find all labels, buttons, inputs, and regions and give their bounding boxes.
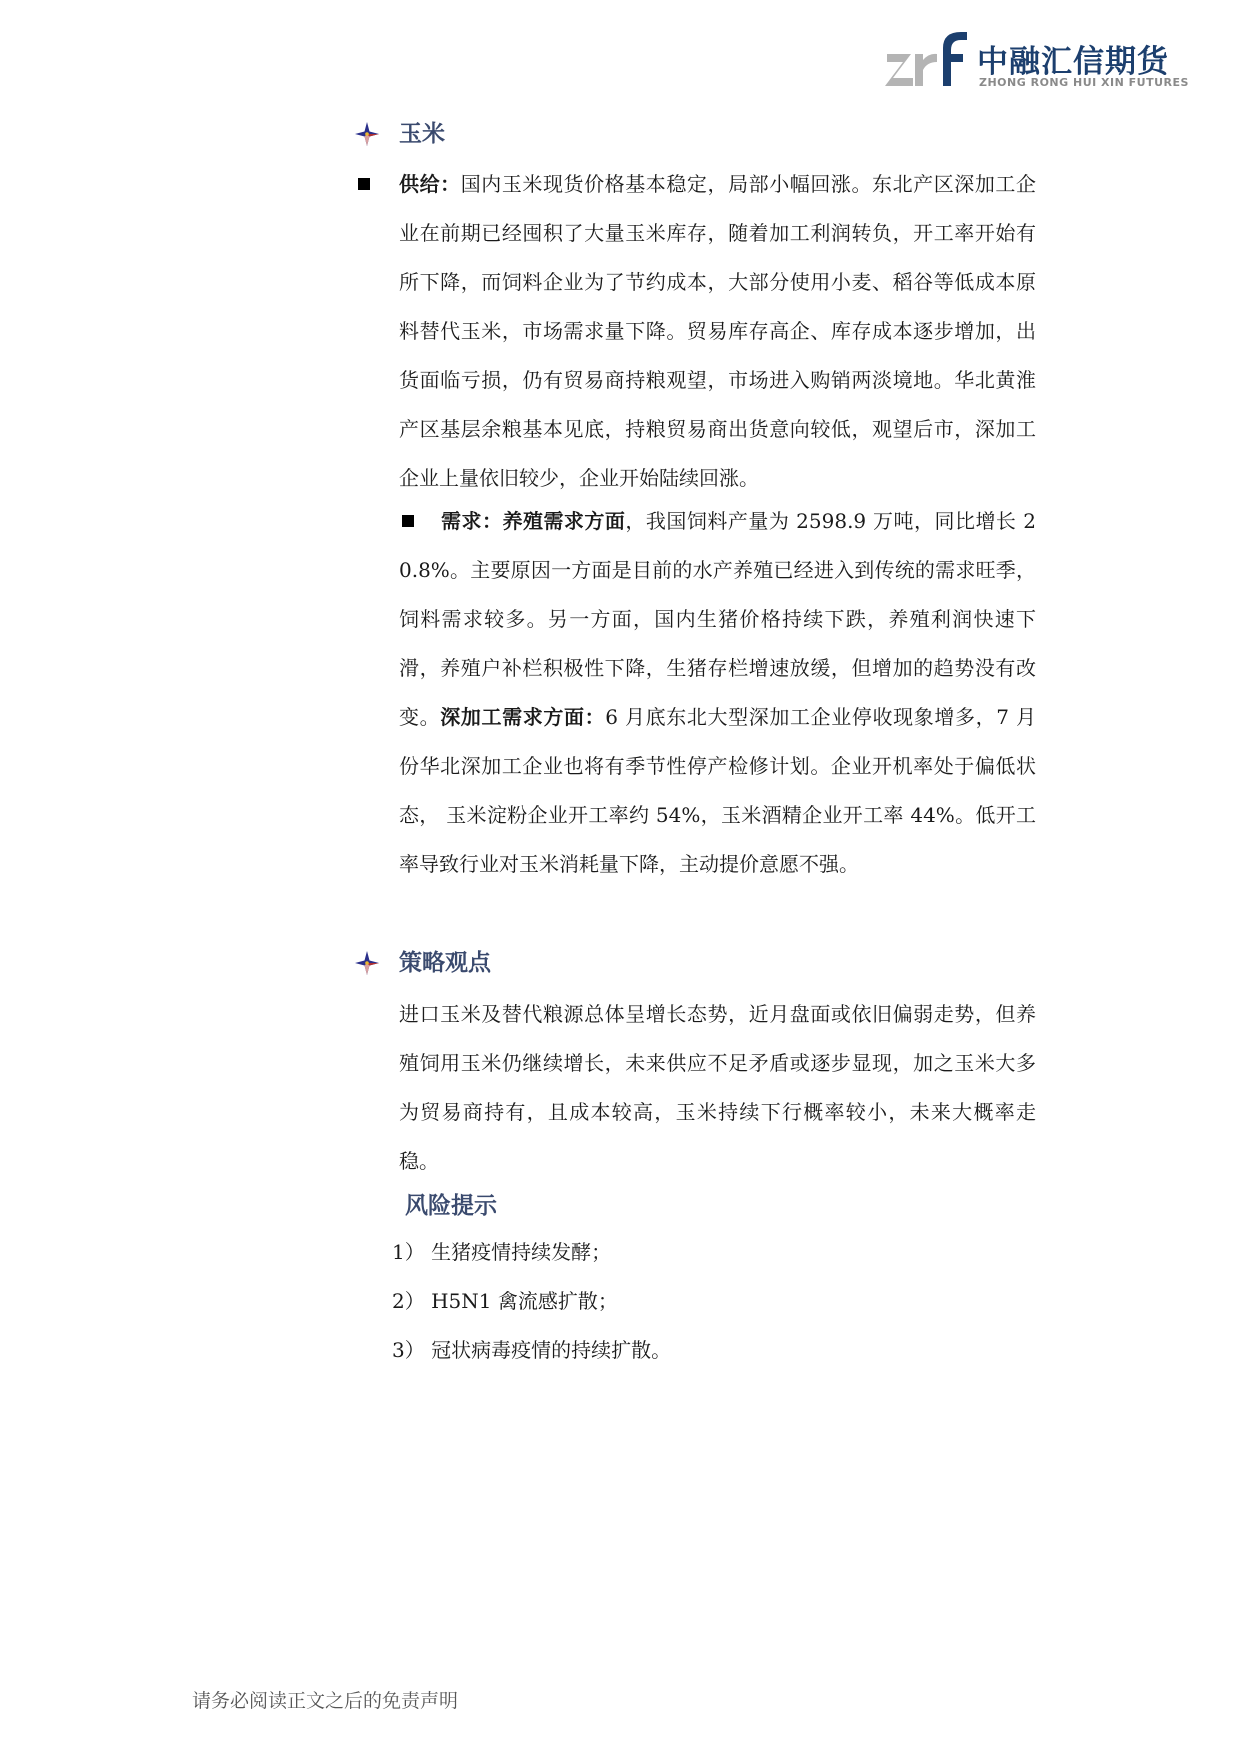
section-title-corn: 玉米 (399, 121, 445, 147)
label-deep-processing: 深加工需求方面： (440, 705, 606, 729)
zrf-logo-mark-icon (885, 28, 969, 92)
section-title-strategy: 策略观点 (399, 950, 491, 976)
paragraph-supply (399, 160, 1036, 503)
logo-english-name: ZHONG RONG HUI XIN FUTURES (979, 76, 1189, 89)
paragraph-demand (399, 497, 1036, 889)
risk-item: 3） 冠状病毒疫情的持续扩散。 (392, 1338, 672, 1362)
label-demand: 需求：养殖需求方面 (441, 509, 626, 533)
label-supply: 供给： (399, 172, 461, 196)
paragraph-strategy: 进口玉米及替代粮源总体呈增长态势，近月盘面或依旧偏弱走势，但养殖饲用玉米仍继续增长，未来供应不足矛盾或逐步显现，加之玉米大多为贸易商持有，且成本较高，玉米持续下行概率较小，未来大概率走稳。 (399, 1002, 1036, 1173)
logo-chinese-name: 中融汇信期货 (977, 44, 1169, 80)
compass-star-bullet-icon (354, 950, 380, 976)
risk-item: 2） H5N1 禽流感扩散； (392, 1289, 618, 1313)
risk-item: 1） 生猪疫情持续发酵； (392, 1240, 612, 1264)
footer-disclaimer: 请务必阅读正文之后的免责声明 (192, 1690, 459, 1712)
text-demand-2: 6 月底东北大型深加工企业停收现象增多，7 月份华北深加工企业也将有季节性停产检修计划。企业开机率处于偏低状态， 玉米淀粉企业开工率约 54%，玉米酒精企业开工率 44%。低开工率导致行业对玉米消耗量下降，主动提价意愿不强。 (399, 705, 1037, 876)
company-logo (885, 28, 1189, 98)
square-bullet-icon (358, 178, 370, 190)
section-title-risk: 风险提示 (405, 1193, 497, 1219)
text-supply: 国内玉米现货价格基本稳定，局部小幅回涨。东北产区深加工企业在前期已经囤积了大量玉米库存，随着加工利润转负，开工率开始有所下降，而饲料企业为了节约成本，大部分使用小麦、稻谷等低成本原料替代玉米，市场需求量下降。贸易库存高企、库存成本逐步增加，出货面临亏损，仍有贸易商持粮观望，市场进入购销两淡境地。华北黄淮产区基层余粮基本见底，持粮贸易商出货意向较低，观望后市，深加工企业上量依旧较少，企业开始陆续回涨。 (399, 172, 1037, 490)
text-demand-1: ，我国饲料产量为 2598.9 万吨，同比增长 20.8%。主要原因一方面是目前的水产养殖已经进入到传统的需求旺季，饲料需求较多。另一方面，国内生猪价格持续下跌，养殖利润快速下滑，养殖户补栏积极性下降，生猪存栏增速放缓，但增加的趋势没有改变。 (399, 509, 1036, 729)
compass-star-bullet-icon (354, 121, 380, 147)
